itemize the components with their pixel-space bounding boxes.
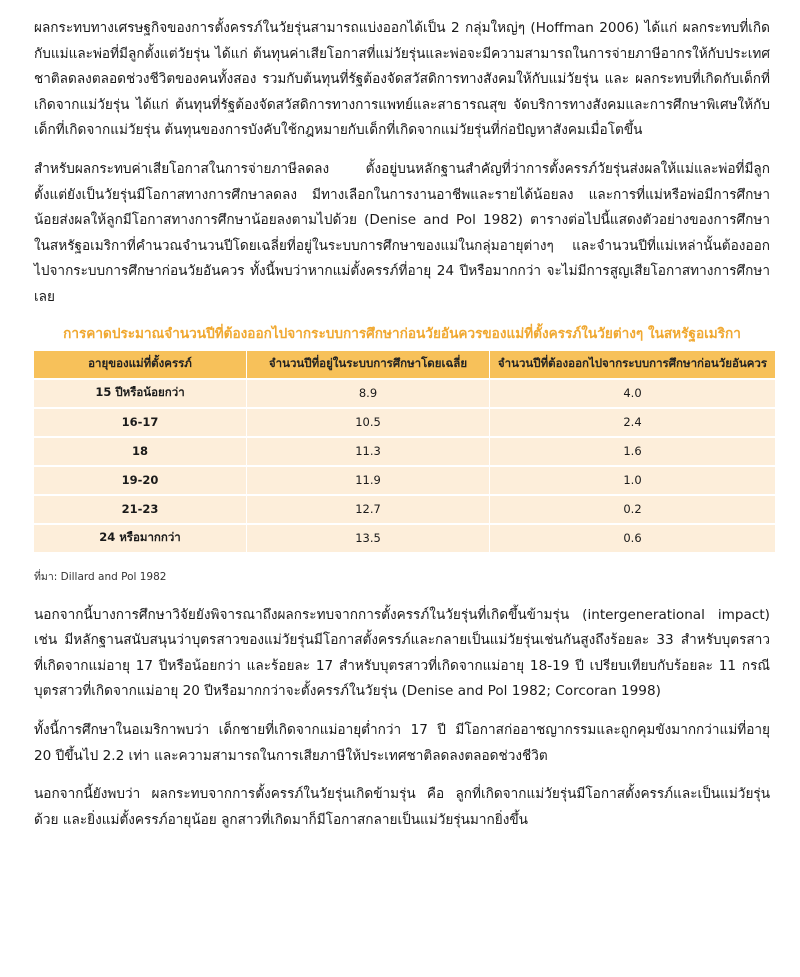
- table-header-row: [34, 351, 775, 379]
- cell-age: 16-17: [34, 408, 247, 437]
- cell-age: 19-20: [34, 466, 247, 495]
- paragraph-intergenerational: นอกจากนี้บางการศึกษาวิจัยยังพิจารณาถึงผลกระทบจากการตั้งครรภ์ในวัยรุ่นที่เกิดขึ้นข้ามรุ่น (intergenerational impact) เช่น มีหลักฐานสนับสนุนว่าบุตรสาวของแม่วัยรุ่นมีโอกาสตั้งครรภ์และกลายเป็นแม่วัยรุ่นเช่นกันสูงถึงร้อยละ 33 สำหรับบุตรสาวที่เกิดจากแม่อายุ 17 ปีหรือน้อยกว่า และร้อยละ 17 สำหรับบุตรสาวที่เกิดจากแม่อายุ 18-19 ปี เปรียบเทียบกับร้อยละ 11 กรณีบุตรสาวที่เกิดจากแม่อายุ 20 ปีหรือมากกว่าจะตั้งครรภ์ในวัยรุ่น (Denise and Pol 1982; Corcoran 1998): [34, 606, 770, 700]
- cell-years-in: 11.3: [247, 437, 490, 466]
- table-row: [34, 408, 775, 437]
- education-years-table: [34, 351, 775, 552]
- cell-years-in: 11.9: [247, 466, 490, 495]
- paragraph-crime-study: ทั้งนี้การศึกษาในอเมริกาพบว่า เด็กชายที่เกิดจากแม่อายุต่ำกว่า 17 ปี มีโอกาสก่ออาชญากรรมและถูกคุมขังมากกว่าแม่ที่อายุ 20 ปีขึ้นไป 2.2 เท่า และความสามารถในการเสียภาษีให้ประเทศชาติลดลงตลอดช่วงชีวิต: [34, 721, 770, 764]
- header-years-in-school: จำนวนปีที่อยู่ในระบบการศึกษาโดยเฉลี่ย: [247, 351, 490, 379]
- paragraph-cross-generation: นอกจากนี้ยังพบว่า ผลกระทบจากการตั้งครรภ์ในวัยรุ่นเกิดข้ามรุ่น คือ ลูกที่เกิดจากแม่วัยรุ่นมีโอกาสตั้งครรภ์และเป็นแม่วัยรุ่นด้วย และยิ่งแม่ตั้งครรภ์อายุน้อย ลูกสาวที่เกิดมาก็มีโอกาสกลายเป็นแม่วัยรุ่นมากยิ่งขึ้น: [34, 786, 770, 828]
- cell-years-out: 4.0: [490, 379, 776, 408]
- table-row: [34, 495, 775, 524]
- header-mother-age: อายุของแม่ที่ตั้งครรภ์: [34, 351, 247, 379]
- paragraph-economic-impact: ผลกระทบทางเศรษฐกิจของการตั้งครรภ์ในวัยรุ่นสามารถแบ่งออกได้เป็น 2 กลุ่มใหญ่ๆ (Hoffman 2006) ได้แก่ ผลกระทบที่เกิดกับแม่และพ่อที่มีลูกตั้งแต่วัยรุ่น ได้แก่ ต้นทุนค่าเสียโอกาสที่แม่วัยรุ่นและพ่อจะมีความสามารถในการจ่ายภาษีอากรให้กับประเทศชาติลดลงตลอดช่วงชีวิตของคนทั้งสอง รวมกับต้นทุนที่รัฐต้องจัดสวัสดิการทางสังคมให้กับแม่วัยรุ่น และ ผลกระทบที่เกิดกับเด็กที่เกิดจากแม่วัยรุ่น ได้แก่ ต้นทุนที่รัฐต้องจัดสวัสดิการทางการแพทย์และสาธารณสุข จัดบริการทางสังคมและการศึกษาพิเศษให้กับเด็กที่เกิดจากแม่วัยรุ่น ต้นทุนของการบังคับใช้กฎหมายกับเด็กที่เกิดจากแม่วัยรุ่นที่ก่อปัญหาสังคมเมื่อโตขึ้น: [34, 20, 770, 139]
- cell-years-in: 13.5: [247, 524, 490, 552]
- table-row: [34, 379, 775, 408]
- cell-years-out: 2.4: [490, 408, 776, 437]
- cell-years-out: 1.0: [490, 466, 776, 495]
- cell-years-in: 12.7: [247, 495, 490, 524]
- table-row: [34, 466, 775, 495]
- cell-age: 18: [34, 437, 247, 466]
- table-source-note: ที่มา: Dillard and Pol 1982: [34, 570, 167, 583]
- table-title: การคาดประมาณจำนวนปีที่ต้องออกไปจากระบบการศึกษาก่อนวัยอันควรของแม่ที่ตั้งครรภ์ในวัยต่างๆ ในสหรัฐอเมริกา: [63, 325, 741, 342]
- cell-age: 21-23: [34, 495, 247, 524]
- cell-years-in: 8.9: [247, 379, 490, 408]
- cell-years-in: 10.5: [247, 408, 490, 437]
- cell-age: 15 ปีหรือน้อยกว่า: [34, 379, 247, 408]
- table-row: [34, 524, 775, 552]
- cell-years-out: 1.6: [490, 437, 776, 466]
- table-row: [34, 437, 775, 466]
- paragraph-opportunity-cost: สำหรับผลกระทบค่าเสียโอกาสในการจ่ายภาษีลดลง ตั้งอยู่บนหลักฐานสำคัญที่ว่าการตั้งครรภ์วัยรุ่นส่งผลให้แม่และพ่อที่มีลูกตั้งแต่ยังเป็นวัยรุ่นมีโอกาสทางการศึกษาลดลง มีทางเลือกในการงานอาชีพและรายได้น้อยลง และการที่แม่หรือพ่อมีการศึกษาน้อยส่งผลให้ลูกมีโอกาสทางการศึกษาน้อยลงตามไปด้วย (Denise and Pol 1982) ตารางต่อไปนี้แสดงตัวอย่างของการศึกษาในสหรัฐอเมริกาที่คำนวณจำนวนปีโดยเฉลี่ยที่อยู่ในระบบการศึกษาของแม่ในกลุ่มอายุต่างๆ และจำนวนปีที่แม่เหล่านั้นต้องออกไปจากระบบการศึกษาก่อนวัยอันควร ทั้งนี้พบว่าหากแม่ตั้งครรภ์ที่อายุ 24 ปีหรือมากกว่า จะไม่มีการสูญเสียโอกาสทางการศึกษาเลย: [34, 160, 770, 305]
- cell-years-out: 0.2: [490, 495, 776, 524]
- cell-years-out: 0.6: [490, 524, 776, 552]
- header-years-out-of-school: จำนวนปีที่ต้องออกไปจากระบบการศึกษาก่อนวัยอันควร: [490, 351, 776, 379]
- cell-age: 24 หรือมากกว่า: [34, 524, 247, 552]
